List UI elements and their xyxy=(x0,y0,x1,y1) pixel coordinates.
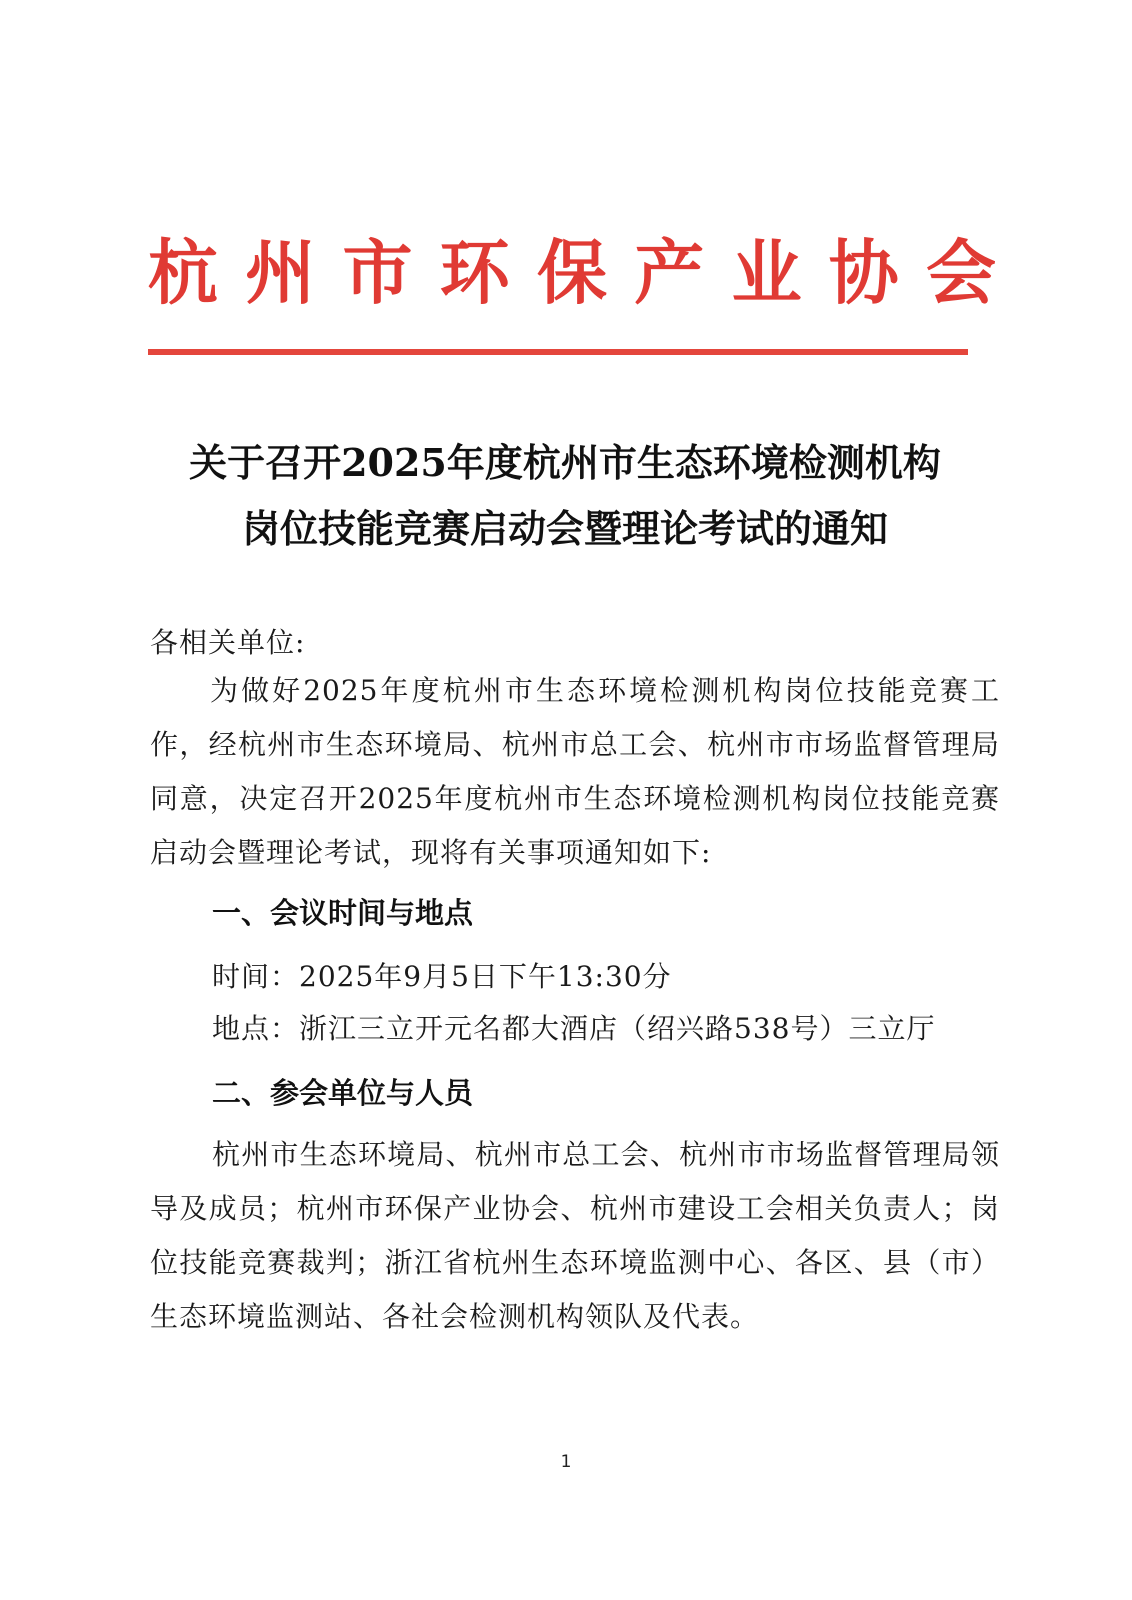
meeting-place: 地点：浙江三立开元名都大酒店（绍兴路538号）三立厅 xyxy=(212,1012,936,1045)
section-1-heading: 一、会议时间与地点 xyxy=(212,896,474,930)
meeting-time: 时间：2025年9月5日下午13:30分 xyxy=(212,960,672,993)
title-line-2: 岗位技能竞赛启动会暨理论考试的通知 xyxy=(241,506,888,551)
letterhead-org-name xyxy=(148,228,996,318)
letterhead-red-rule xyxy=(148,349,968,355)
page-number: 1 xyxy=(560,1452,572,1472)
letterhead-char: 产 xyxy=(634,231,705,314)
intro-paragraph: 为做好2025年度杭州市生态环境检测机构岗位技能竞赛工作，经杭州市生态环境局、杭州市总工会、杭州市市场监督管理局同意，决定召开2025年度杭州市生态环境检测机构岗位技能竞赛启动会暨理论考试，现将有关事项通知如下: xyxy=(150,674,1000,869)
attendees-paragraph: 杭州市生态环境局、杭州市总工会、杭州市市场监督管理局领导及成员；杭州市环保产业协会、杭州市建设工会相关负责人；岗位技能竞赛裁判；浙江省杭州生态环境监测中心、各区、县（市）生态环境监测站、各社会检测机构领队及代表。 xyxy=(150,1138,1000,1333)
title-line-1: 关于召开2025年度杭州市生态环境检测机构 xyxy=(189,440,941,485)
letterhead-char: 杭 xyxy=(148,231,218,314)
section-2-heading: 二、参会单位与人员 xyxy=(212,1076,474,1110)
letterhead-char: 保 xyxy=(537,231,607,314)
letterhead-char: 市 xyxy=(342,231,413,314)
letterhead-char: 会 xyxy=(926,231,996,314)
letterhead-char: 业 xyxy=(731,231,802,314)
letterhead-char: 环 xyxy=(439,231,510,314)
letterhead-char: 州 xyxy=(245,231,316,314)
document-title xyxy=(150,430,980,562)
salutation: 各相关单位: xyxy=(150,626,306,659)
letterhead-char: 协 xyxy=(828,231,899,314)
